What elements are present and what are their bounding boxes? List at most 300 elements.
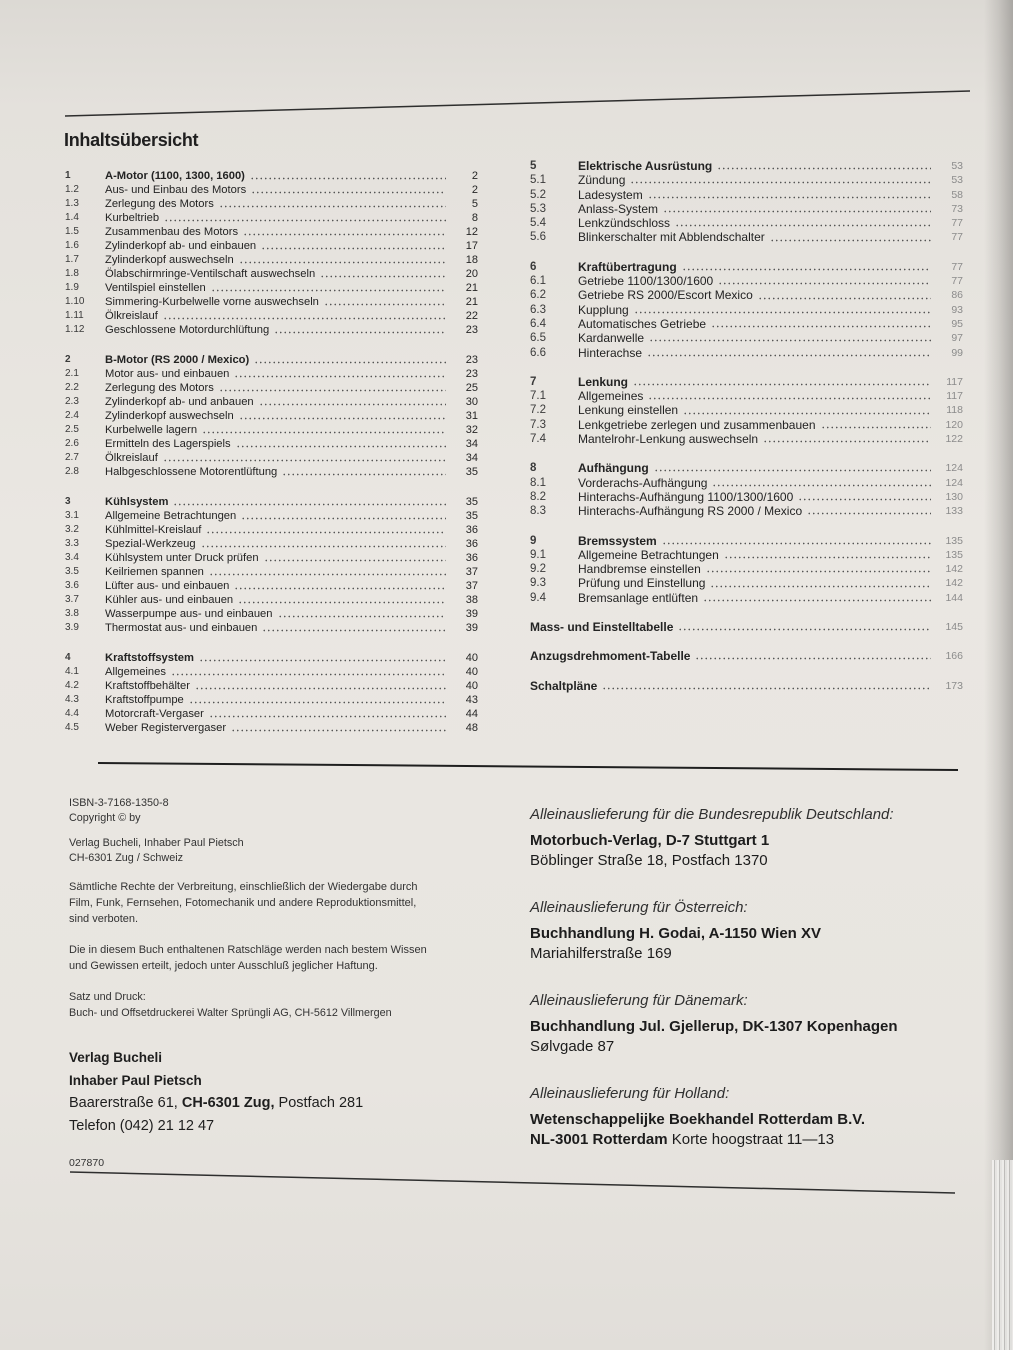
dot-leader bbox=[807, 504, 931, 518]
entry-title: Ölabschirmringe-Ventilschaft auswechseln bbox=[105, 268, 316, 280]
dot-leader bbox=[234, 579, 446, 593]
entry-page-number: 23 bbox=[465, 354, 478, 366]
top-rule bbox=[65, 91, 970, 116]
entry-title: Anzugsdrehmoment-Tabelle bbox=[530, 649, 691, 664]
publisher-name: Verlag Bucheli bbox=[69, 1050, 163, 1065]
dot-leader bbox=[236, 437, 446, 451]
dot-leader bbox=[206, 523, 446, 537]
publisher-postbox: Postfach 281 bbox=[278, 1095, 364, 1111]
liability-notice-line: und Gewissen erteilt, jedoch unter Ausschluß jeglicher Haftung. bbox=[69, 960, 378, 972]
entry-number: 5.6 bbox=[530, 231, 546, 244]
entry-number: 1.12 bbox=[65, 324, 85, 335]
entry-page-number: 53 bbox=[951, 160, 963, 172]
entry-page-number: 53 bbox=[951, 174, 963, 187]
toc-entry bbox=[530, 317, 963, 331]
toc-entry bbox=[530, 202, 963, 216]
entry-page-number: 73 bbox=[951, 202, 963, 215]
entry-page-number: 36 bbox=[465, 552, 478, 564]
entry-title: Kurbeltrieb bbox=[105, 212, 160, 224]
toc-entry bbox=[65, 183, 478, 197]
entry-title: Keilriemen spannen bbox=[105, 566, 204, 578]
print-code: 027870 bbox=[69, 1157, 105, 1169]
entry-number: 8.2 bbox=[530, 490, 546, 503]
entry-title: Kraftübertragung bbox=[578, 259, 677, 274]
toc-entry bbox=[65, 169, 478, 183]
middle-rule bbox=[98, 763, 958, 770]
entry-page-number: 95 bbox=[951, 317, 963, 330]
toc-chapter-group bbox=[65, 651, 478, 735]
distributor-street: Korte hoogstraat 11—13 bbox=[671, 1131, 835, 1148]
entry-title: Automatisches Getriebe bbox=[578, 316, 707, 331]
toc-entry bbox=[65, 465, 478, 479]
entry-page-number: 130 bbox=[945, 490, 963, 503]
toc-entry bbox=[65, 721, 478, 735]
dot-leader bbox=[798, 490, 931, 504]
dot-leader bbox=[195, 679, 446, 693]
entry-number: 6.6 bbox=[530, 346, 546, 359]
dot-leader bbox=[199, 651, 446, 665]
entry-page-number: 166 bbox=[945, 650, 963, 663]
dot-leader bbox=[264, 551, 446, 565]
entry-title: Weber Registervergaser bbox=[105, 722, 227, 734]
entry-number: 1.7 bbox=[65, 254, 79, 265]
entry-title: Allgemeines bbox=[105, 666, 166, 678]
entry-page-number: 142 bbox=[945, 577, 963, 590]
toc-entry bbox=[530, 461, 963, 475]
dot-leader bbox=[189, 693, 446, 707]
entry-number: 6.3 bbox=[530, 303, 546, 316]
entry-title: Spezial-Werkzeug bbox=[105, 538, 196, 550]
entry-number: 3.8 bbox=[65, 608, 79, 619]
entry-page-number: 48 bbox=[465, 722, 478, 734]
dot-leader bbox=[251, 183, 446, 197]
liability-notice bbox=[69, 942, 427, 974]
entry-title: Hinterachs-Aufhängung RS 2000 / Mexico bbox=[578, 504, 803, 519]
distribution-label: Alleinauslieferung für Österreich: bbox=[530, 899, 748, 916]
toc-entry bbox=[530, 403, 963, 417]
entry-page-number: 34 bbox=[465, 452, 478, 464]
entry-number: 9.2 bbox=[530, 563, 546, 576]
entry-title: Getriebe 1100/1300/1600 bbox=[578, 274, 714, 289]
entry-page-number: 145 bbox=[945, 621, 963, 634]
entry-page-number: 38 bbox=[465, 594, 478, 606]
publisher-address bbox=[69, 1092, 363, 1115]
entry-title: Schaltpläne bbox=[530, 678, 598, 693]
dot-leader bbox=[250, 169, 446, 183]
toc-entry bbox=[530, 679, 963, 693]
entry-title: B-Motor (RS 2000 / Mexico) bbox=[105, 354, 250, 366]
entry-number: 4 bbox=[65, 652, 71, 663]
entry-title: Mantelrohr-Lenkung auswechseln bbox=[578, 432, 759, 447]
page-title: Inhaltsübersicht bbox=[64, 130, 199, 150]
entry-number: 2.6 bbox=[65, 438, 79, 449]
entry-number: 4.4 bbox=[65, 708, 79, 719]
entry-number: 1.4 bbox=[65, 212, 79, 223]
distribution-denmark bbox=[530, 991, 970, 1057]
toc-entry bbox=[530, 346, 963, 360]
entry-number: 1.11 bbox=[65, 310, 84, 321]
entry-title: Ladesystem bbox=[578, 187, 643, 202]
dot-leader bbox=[261, 239, 446, 253]
distributor-name: Motorbuch-Verlag, D-7 Stuttgart 1 bbox=[530, 832, 770, 849]
dot-leader bbox=[706, 562, 931, 576]
toc-chapter-group bbox=[65, 169, 478, 337]
dot-leader bbox=[254, 353, 446, 367]
publisher-city: CH-6301 Zug / Schweiz bbox=[69, 852, 184, 864]
toc-entry bbox=[65, 523, 478, 537]
entry-number: 4.5 bbox=[65, 722, 79, 733]
entry-title: Mass- und Einstelltabelle bbox=[530, 620, 674, 635]
rights-notice-line: sind verboten. bbox=[69, 913, 139, 925]
toc-entry bbox=[530, 620, 963, 634]
entry-title: Kurbelwelle lagern bbox=[105, 424, 198, 436]
entry-number: 1.5 bbox=[65, 226, 79, 237]
toc-entry bbox=[530, 432, 963, 446]
entry-page-number: 8 bbox=[471, 212, 478, 224]
entry-number: 2.1 bbox=[65, 368, 79, 379]
dot-leader bbox=[163, 309, 446, 323]
dot-leader bbox=[239, 253, 446, 267]
toc-chapter-group bbox=[530, 649, 963, 663]
dot-leader bbox=[211, 281, 446, 295]
distributor-address: Sølvgade 87 bbox=[530, 1038, 615, 1055]
entry-page-number: 40 bbox=[465, 652, 478, 664]
entry-title: Kupplung bbox=[578, 302, 629, 317]
printer-name: Buch- und Offsetdruckerei Walter Sprüngli AG, CH-5612 Villmergen bbox=[69, 1007, 392, 1019]
entry-number: 5.2 bbox=[530, 188, 546, 201]
dot-leader bbox=[710, 576, 931, 590]
entry-page-number: 117 bbox=[946, 390, 963, 403]
toc-entry bbox=[530, 504, 963, 518]
entry-number: 5.1 bbox=[530, 174, 546, 187]
entry-page-number: 43 bbox=[465, 694, 478, 706]
entry-title: Kühlmittel-Kreislauf bbox=[105, 524, 202, 536]
entry-title: Getriebe RS 2000/Escort Mexico bbox=[578, 288, 753, 303]
entry-title: Geschlossene Motordurchlüftung bbox=[105, 324, 270, 336]
toc-entry bbox=[530, 173, 963, 187]
entry-page-number: 99 bbox=[951, 346, 963, 359]
entry-number: 4.3 bbox=[65, 694, 79, 705]
dot-leader bbox=[209, 565, 446, 579]
toc-left-column bbox=[65, 169, 478, 751]
dot-leader bbox=[711, 317, 931, 331]
dot-leader bbox=[675, 216, 931, 230]
publisher-address-block bbox=[69, 1046, 363, 1138]
entry-page-number: 39 bbox=[465, 622, 478, 634]
entry-number: 3.1 bbox=[65, 510, 79, 521]
entry-page-number: 12 bbox=[465, 226, 478, 238]
entry-title: Allgemeines bbox=[578, 389, 644, 404]
distribution-label: Alleinauslieferung für die Bundesrepublik Deutschland: bbox=[530, 806, 894, 823]
dot-leader bbox=[703, 591, 931, 605]
distributor-name: Buchhandlung H. Godai, A-1150 Wien XV bbox=[530, 925, 822, 942]
entry-number: 4.1 bbox=[65, 666, 79, 677]
dot-leader bbox=[648, 389, 931, 403]
toc-entry bbox=[65, 367, 478, 381]
entry-page-number: 77 bbox=[951, 231, 963, 244]
entry-title: Motor aus- und einbauen bbox=[105, 368, 230, 380]
toc-entry bbox=[65, 451, 478, 465]
entry-number: 6 bbox=[530, 260, 537, 273]
toc-entry bbox=[65, 537, 478, 551]
entry-page-number: 30 bbox=[465, 396, 478, 408]
entry-number: 9.3 bbox=[530, 577, 546, 590]
book-page-edge-shadow bbox=[984, 0, 1013, 1350]
entry-number: 7 bbox=[530, 375, 537, 388]
toc-entry bbox=[65, 395, 478, 409]
publisher-owner: Inhaber Paul Pietsch bbox=[69, 1073, 202, 1088]
toc-entry bbox=[530, 375, 963, 389]
entry-page-number: 40 bbox=[465, 680, 478, 692]
entry-page-number: 37 bbox=[465, 566, 478, 578]
entry-number: 6.1 bbox=[530, 275, 546, 288]
entry-number: 9.4 bbox=[530, 591, 546, 604]
entry-page-number: 93 bbox=[951, 303, 963, 316]
entry-page-number: 77 bbox=[951, 260, 963, 273]
toc-entry bbox=[65, 593, 478, 607]
entry-page-number: 86 bbox=[951, 289, 963, 302]
entry-page-number: 120 bbox=[945, 418, 963, 431]
isbn: ISBN-3-7168-1350-8 bbox=[69, 797, 169, 809]
toc-entry bbox=[65, 211, 478, 225]
entry-number: 6.2 bbox=[530, 289, 546, 302]
entry-page-number: 35 bbox=[465, 466, 478, 478]
entry-page-number: 39 bbox=[465, 608, 478, 620]
publisher-phone: Telefon (042) 21 12 47 bbox=[69, 1118, 215, 1134]
entry-page-number: 23 bbox=[465, 324, 478, 336]
entry-number: 7.4 bbox=[530, 433, 546, 446]
entry-page-number: 35 bbox=[465, 510, 478, 522]
entry-title: Hinterachs-Aufhängung 1100/1300/1600 bbox=[578, 489, 794, 504]
printing-credit bbox=[69, 989, 392, 1021]
entry-number: 1.8 bbox=[65, 268, 79, 279]
toc-chapter-group bbox=[530, 620, 963, 634]
dot-leader bbox=[282, 465, 446, 479]
dot-leader bbox=[324, 295, 446, 309]
entry-title: Vorderachs-Aufhängung bbox=[578, 475, 708, 490]
entry-title: Zündung bbox=[578, 173, 626, 188]
distribution-list bbox=[530, 805, 970, 1177]
entry-number: 6.5 bbox=[530, 332, 546, 345]
entry-title: Allgemeine Betrachtungen bbox=[578, 547, 719, 562]
dot-leader bbox=[259, 395, 446, 409]
entry-title: Halbgeschlossene Motorentlüftung bbox=[105, 466, 278, 478]
entry-number: 2.5 bbox=[65, 424, 79, 435]
rights-notice-line: Sämtliche Rechte der Verbreitung, einschließlich der Wiedergabe durch bbox=[69, 881, 418, 893]
distributor-name: Wetenschappelijke Boekhandel Rotterdam B.V. bbox=[530, 1111, 866, 1128]
entry-number: 3.2 bbox=[65, 524, 79, 535]
entry-title: Lenkung bbox=[578, 374, 628, 389]
entry-title: Ölkreislauf bbox=[105, 452, 158, 464]
entry-title: Kühlsystem unter Druck prüfen bbox=[105, 552, 259, 564]
dot-leader bbox=[630, 173, 931, 187]
entry-page-number: 77 bbox=[951, 217, 963, 230]
toc-entry bbox=[65, 239, 478, 253]
dot-leader bbox=[164, 211, 446, 225]
toc-entry bbox=[65, 295, 478, 309]
entry-number: 1 bbox=[65, 170, 71, 181]
entry-number: 7.1 bbox=[530, 390, 546, 403]
entry-title: Lenkzündschloss bbox=[578, 216, 671, 231]
toc-entry bbox=[65, 679, 478, 693]
dot-leader bbox=[171, 665, 446, 679]
toc-chapter-group bbox=[530, 159, 963, 245]
entry-number: 5.3 bbox=[530, 202, 546, 215]
entry-title: Zylinderkopf ab- und einbauen bbox=[105, 240, 257, 252]
entry-page-number: 34 bbox=[465, 438, 478, 450]
toc-chapter-group bbox=[530, 461, 963, 518]
entry-page-number: 124 bbox=[945, 462, 963, 475]
entry-title: Ermitteln des Lagerspiels bbox=[105, 438, 231, 450]
toc-entry bbox=[530, 188, 963, 202]
entry-page-number: 2 bbox=[471, 170, 478, 182]
dot-leader bbox=[634, 303, 931, 317]
entry-title: Bremssystem bbox=[578, 533, 657, 548]
distributor-address bbox=[530, 1130, 970, 1150]
toc-entry bbox=[530, 562, 963, 576]
dot-leader bbox=[821, 418, 932, 432]
entry-page-number: 37 bbox=[465, 580, 478, 592]
entry-number: 3.4 bbox=[65, 552, 79, 563]
entry-page-number: 142 bbox=[945, 563, 963, 576]
toc-entry bbox=[65, 353, 478, 367]
dot-leader bbox=[234, 367, 446, 381]
dot-leader bbox=[163, 451, 446, 465]
entry-page-number: 40 bbox=[465, 666, 478, 678]
entry-number: 2 bbox=[65, 354, 71, 365]
dot-leader bbox=[320, 267, 446, 281]
entry-title: Kardanwelle bbox=[578, 331, 645, 346]
toc-entry bbox=[65, 621, 478, 635]
entry-number: 1.10 bbox=[65, 296, 85, 307]
dot-leader bbox=[662, 534, 931, 548]
toc-chapter-group bbox=[530, 679, 963, 693]
entry-title: Hinterachse bbox=[578, 345, 643, 360]
entry-number: 8.1 bbox=[530, 476, 546, 489]
entry-page-number: 22 bbox=[465, 310, 478, 322]
entry-title: Blinkerschalter mit Abblendschalter bbox=[578, 230, 765, 245]
entry-page-number: 17 bbox=[465, 240, 478, 252]
entry-title: Kraftstoffsystem bbox=[105, 652, 194, 664]
distributor-name: Buchhandlung Jul. Gjellerup, DK-1307 Kopenhagen bbox=[530, 1018, 898, 1035]
dot-leader bbox=[633, 375, 931, 389]
printing-label: Satz und Druck: bbox=[69, 991, 146, 1003]
entry-number: 4.2 bbox=[65, 680, 79, 691]
entry-page-number: 144 bbox=[945, 591, 963, 604]
entry-title: Zusammenbau des Motors bbox=[105, 226, 239, 238]
toc-entry bbox=[530, 490, 963, 504]
rights-notice bbox=[69, 879, 418, 927]
entry-page-number: 135 bbox=[945, 534, 963, 547]
dot-leader bbox=[173, 495, 446, 509]
dot-leader bbox=[763, 432, 931, 446]
dot-leader bbox=[758, 288, 931, 302]
toc-entry bbox=[530, 274, 963, 288]
entry-title: Zylinderkopf auswechseln bbox=[105, 410, 234, 422]
dot-leader bbox=[274, 323, 446, 337]
entry-title: Zylinderkopf auswechseln bbox=[105, 254, 234, 266]
dot-leader bbox=[239, 409, 446, 423]
entry-number: 2.4 bbox=[65, 410, 79, 421]
entry-number: 1.2 bbox=[65, 184, 79, 195]
dot-leader bbox=[219, 381, 446, 395]
distributor-city-bold: NL-3001 Rotterdam bbox=[530, 1131, 668, 1148]
entry-number: 2.3 bbox=[65, 396, 79, 407]
entry-page-number: 135 bbox=[945, 548, 963, 561]
toc-entry bbox=[530, 216, 963, 230]
dot-leader bbox=[683, 403, 931, 417]
entry-title: Wasserpumpe aus- und einbauen bbox=[105, 608, 273, 620]
copyright-line: Copyright © by bbox=[69, 812, 141, 824]
imprint-copyright-block bbox=[69, 796, 244, 866]
toc-entry bbox=[65, 423, 478, 437]
entry-page-number: 36 bbox=[465, 538, 478, 550]
toc-entry bbox=[65, 267, 478, 281]
entry-number: 3 bbox=[65, 496, 71, 507]
entry-title: Allgemeine Betrachtungen bbox=[105, 510, 237, 522]
toc-entry bbox=[65, 607, 478, 621]
toc-entry bbox=[65, 551, 478, 565]
toc-entry bbox=[530, 548, 963, 562]
dot-leader bbox=[241, 509, 446, 523]
entry-title: Motorcraft-Vergaser bbox=[105, 708, 204, 720]
entry-number: 9 bbox=[530, 534, 537, 547]
entry-number: 2.2 bbox=[65, 382, 79, 393]
entry-page-number: 20 bbox=[465, 268, 478, 280]
dot-leader bbox=[678, 620, 931, 634]
publisher-line: Verlag Bucheli, Inhaber Paul Pietsch bbox=[69, 837, 244, 849]
toc-entry bbox=[65, 197, 478, 211]
entry-number: 2.8 bbox=[65, 466, 79, 477]
entry-page-number: 5 bbox=[471, 198, 478, 210]
entry-title: Lenkung einstellen bbox=[578, 403, 679, 418]
toc-entry bbox=[65, 579, 478, 593]
toc-entry bbox=[530, 576, 963, 590]
entry-title: Lüfter aus- und einbauen bbox=[105, 580, 230, 592]
distribution-label: Alleinauslieferung für Dänemark: bbox=[530, 992, 748, 1009]
toc-entry bbox=[530, 288, 963, 302]
entry-page-number: 58 bbox=[951, 188, 963, 201]
entry-page-number: 21 bbox=[465, 282, 478, 294]
entry-number: 7.3 bbox=[530, 418, 546, 431]
entry-title: Lenkgetriebe zerlegen und zusammenbauen bbox=[578, 417, 816, 432]
toc-entry bbox=[530, 159, 963, 173]
dot-leader bbox=[663, 202, 931, 216]
dot-leader bbox=[602, 679, 931, 693]
toc-entry bbox=[65, 565, 478, 579]
entry-title: Simmering-Kurbelwelle vorne auswechseln bbox=[105, 296, 319, 308]
toc-entry bbox=[65, 665, 478, 679]
entry-title: Kühlsystem bbox=[105, 496, 169, 508]
toc-right-column bbox=[530, 159, 963, 708]
toc-entry bbox=[530, 230, 963, 244]
toc-entry bbox=[65, 693, 478, 707]
dot-leader bbox=[201, 537, 446, 551]
dot-leader bbox=[262, 621, 446, 635]
dot-leader bbox=[219, 197, 446, 211]
dot-leader bbox=[654, 461, 931, 475]
toc-entry bbox=[65, 253, 478, 267]
toc-entry bbox=[65, 323, 478, 337]
entry-number: 2.7 bbox=[65, 452, 79, 463]
toc-entry bbox=[65, 437, 478, 451]
entry-title: Kraftstoffbehälter bbox=[105, 680, 190, 692]
entry-page-number: 35 bbox=[465, 496, 478, 508]
entry-number: 1.6 bbox=[65, 240, 79, 251]
toc-entry bbox=[530, 260, 963, 274]
entry-page-number: 36 bbox=[465, 524, 478, 536]
entry-number: 3.9 bbox=[65, 622, 79, 633]
